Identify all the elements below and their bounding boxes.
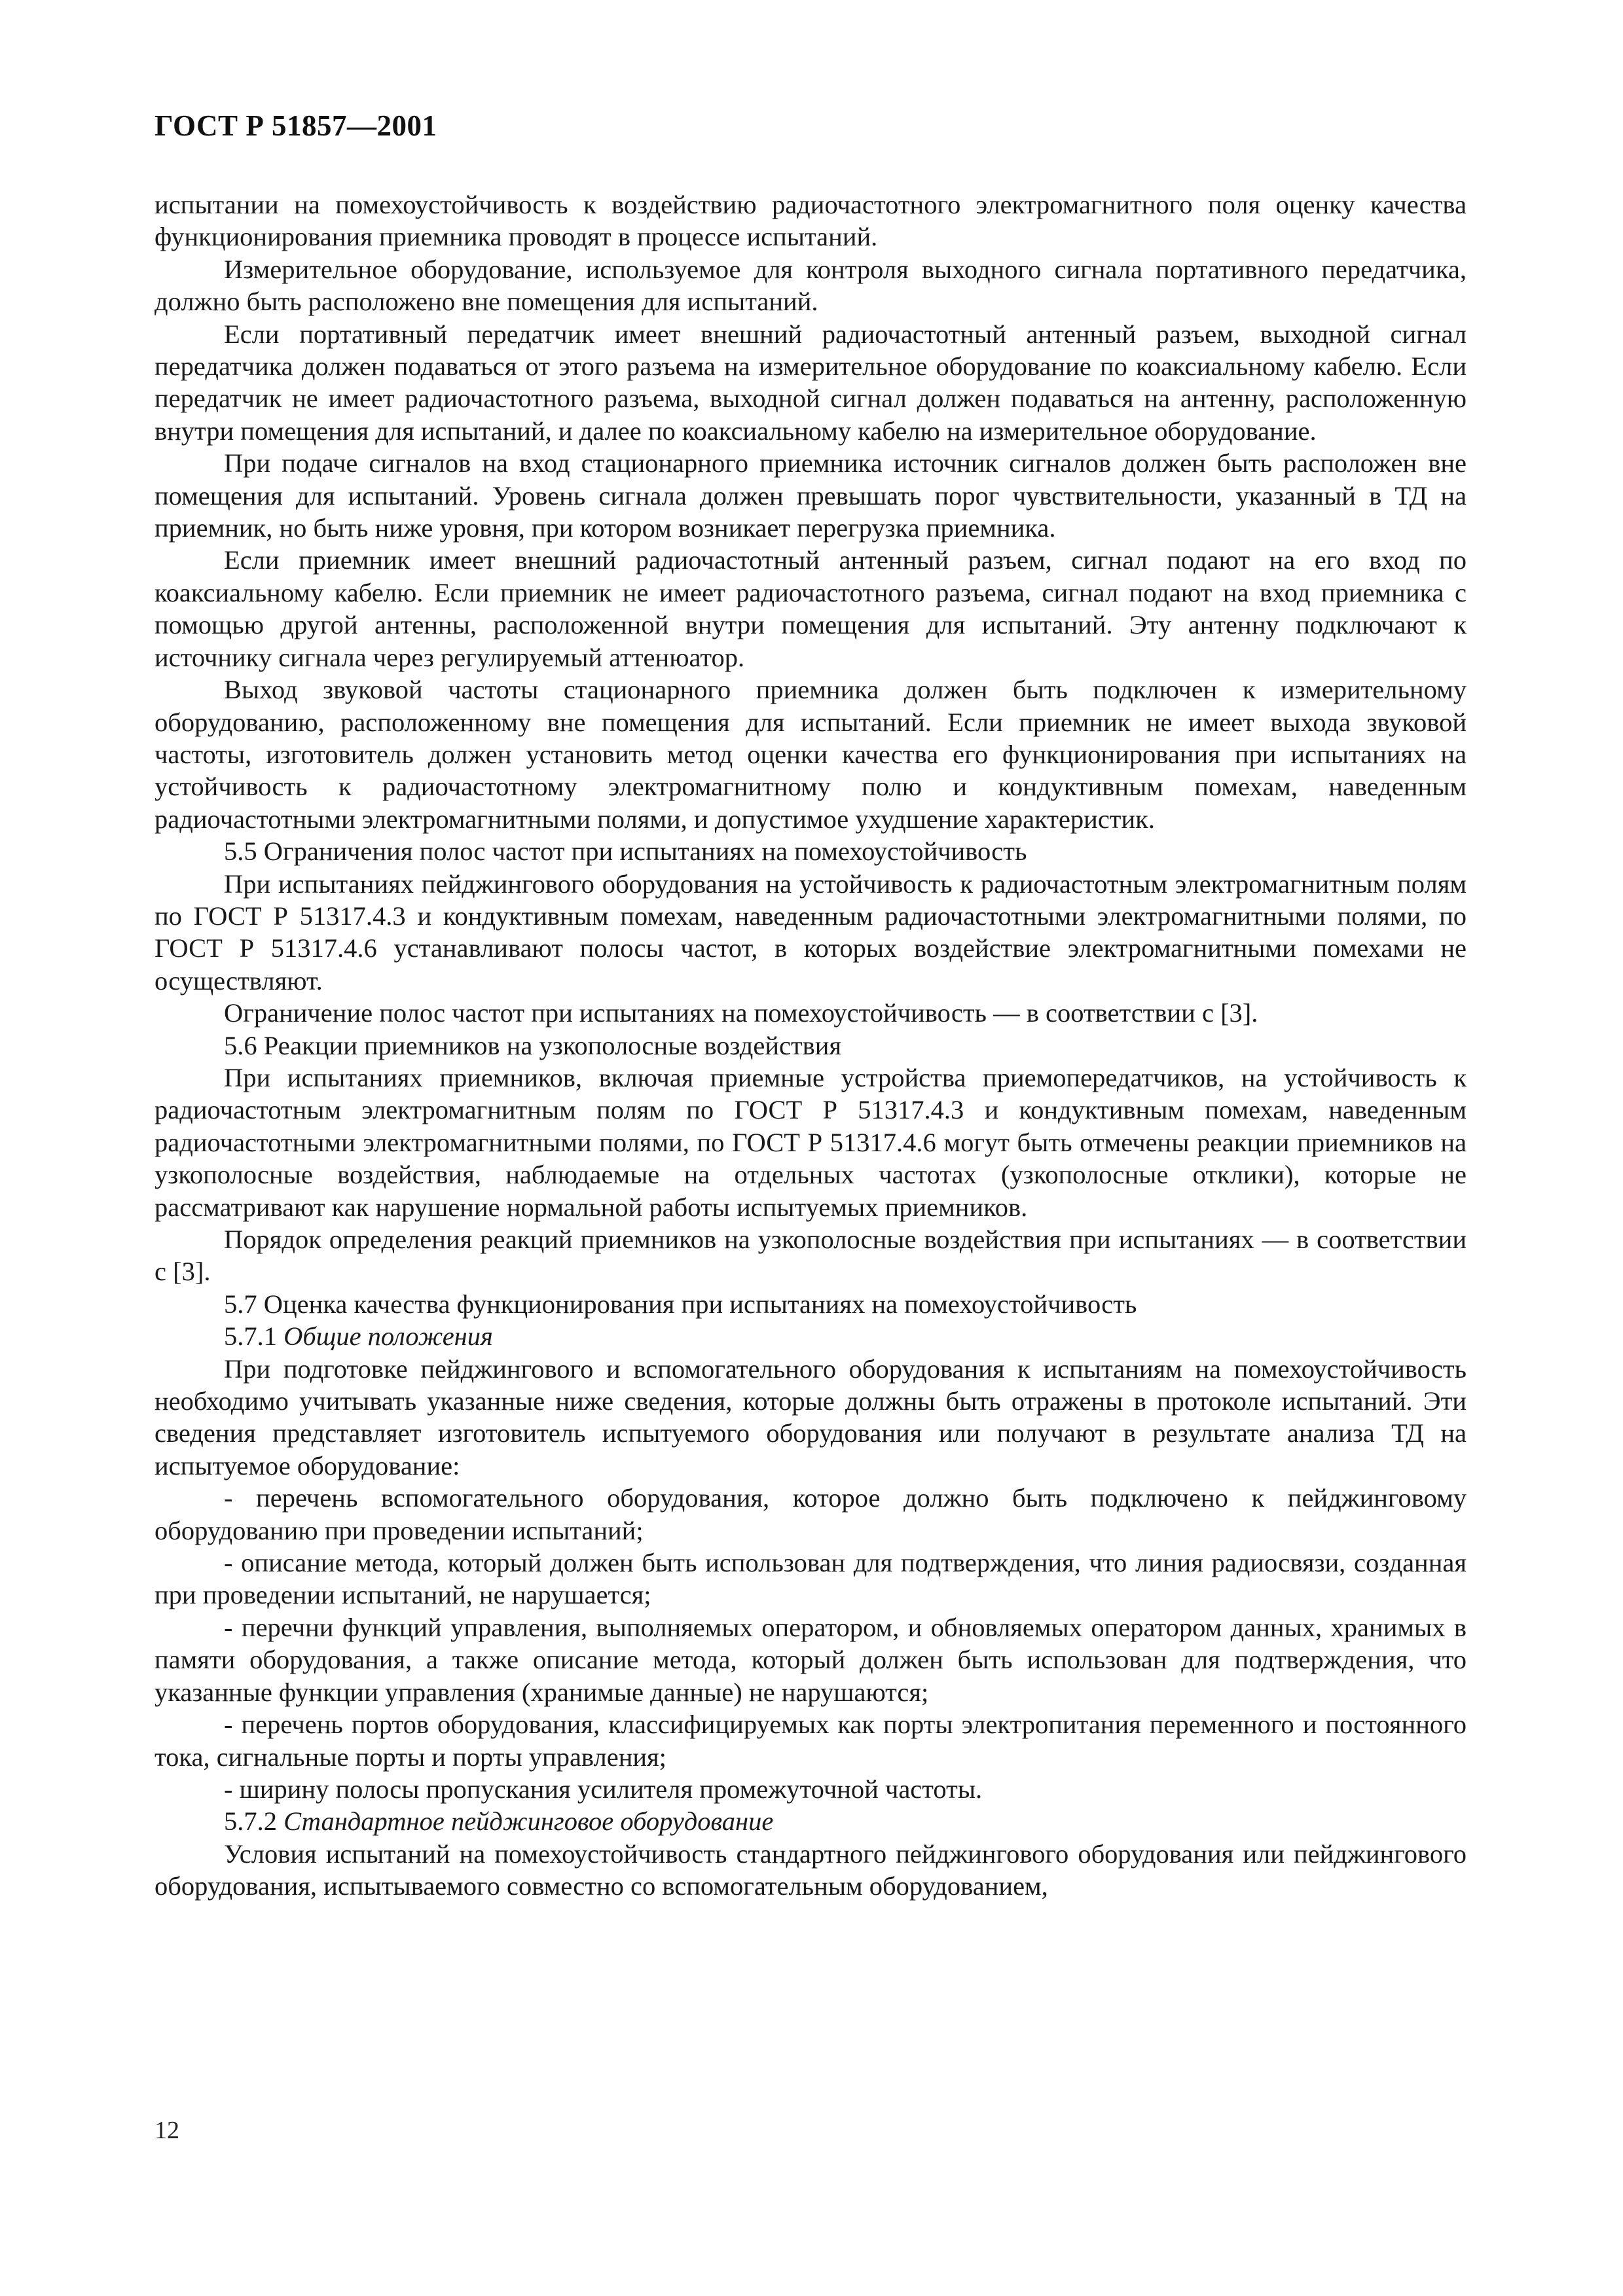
section-heading-5-7: 5.7 Оценка качества функционирования при испытаниях на помехоустойчивость [224, 1289, 1137, 1319]
body-text [155, 188, 1467, 1903]
list-item: - перечень портов оборудования, классифицируемых как порты электропитания переменного и постоянного тока, сигнальные порты и порты управления; [155, 1710, 1467, 1772]
section-number: 5.7.1 [224, 1321, 277, 1352]
list-item: - описание метода, который должен быть использован для подтверждения, что линия радиосвязи, созданная при проведении испытаний, не нарушается; [155, 1548, 1467, 1610]
paragraph: При подготовке пейджингового и вспомогательного оборудования к испытаниям на помехоустойчивость необходимо учитывать указанные ниже сведения, которые должны быть отражены в протоколе испытаний. Эти сведения представляет изготовитель испытуемого оборудования или получают в результате анализа ТД на испытуемое оборудование: [155, 1354, 1467, 1480]
section-title: Общие положения [283, 1321, 493, 1352]
paragraph: Если портативный передатчик имеет внешний радиочастотный антенный разъем, выходной сигнал передатчика должен подаваться от этого разъема на измерительное оборудование по коаксиальному кабелю. Если передатчик не имеет радиочастотного разъема, выходной сигнал должен подаваться на антенну, расположенную внутри помещения для испытаний, и далее по коаксиальному кабелю на измерительное оборудование. [155, 319, 1467, 446]
paragraph: При испытаниях приемников, включая приемные устройства приемопередатчиков, на устойчивость к радиочастотным электромагнитным полям по ГОСТ Р 51317.4.3 и кондуктивным помехам, наведенным радиочастотными электромагнитными полями, по ГОСТ Р 51317.4.6 могут быть отмечены реакции приемников на узкополосные воздействия, наблюдаемые на отдельных частотах (узкополосные отклики), которые не рассматривают как нарушение нормальной работы испытуемых приемников. [155, 1062, 1467, 1222]
paragraph: испытании на помехоустойчивость к воздействию радиочастотного электромагнитного поля оценку качества функционирования приемника проводят в процессе испытаний. [155, 190, 1467, 252]
paragraph: Порядок определения реакций приемников на узкополосные воздействия при испытаниях — в соответствии с [3]. [155, 1225, 1467, 1287]
paragraph: Условия испытаний на помехоустойчивость стандартного пейджингового оборудования или пейджингового оборудования, испытываемого совместно со вспомогательным оборудованием, [155, 1839, 1467, 1901]
section-heading-5-7-1 [155, 1320, 1467, 1352]
paragraph: При подаче сигналов на вход стационарного приемника источник сигналов должен быть расположен вне помещения для испытаний. Уровень сигнала должен превышать порог чувствительности, указанный в ТД на приемник, но быть ниже уровня, при котором возникает перегрузка приемника. [155, 448, 1467, 543]
paragraph: Измерительное оборудование, используемое для контроля выходного сигнала портативного передатчика, должно быть расположено вне помещения для испытаний. [155, 254, 1467, 317]
page-number: 12 [155, 2117, 179, 2144]
list-item: - перечень вспомогательного оборудования, которое должно быть подключено к пейджинговому оборудованию при проведении испытаний; [155, 1483, 1467, 1545]
paragraph: Выход звуковой частоты стационарного приемника должен быть подключен к измерительному оборудованию, расположенному вне помещения для испытаний. Если приемник не имеет выхода звуковой частоты, изготовитель должен установить метод оценки качества его функционирования при испытаниях на устойчивость к радиочастотному электромагнитному полю и кондуктивным помехам, наведенным радиочастотными электромагнитными полями, и допустимое ухудшение характеристик. [155, 675, 1467, 834]
paragraph: Если приемник имеет внешний радиочастотный антенный разъем, сигнал подают на его вход по коаксиальному кабелю. Если приемник не имеет радиочастотного разъема, сигнал подают на вход приемника с помощью другой антенны, расположенной внутри помещения для испытаний. Эту антенну подключают к источнику сигнала через регулируемый аттенюатор. [155, 545, 1467, 672]
document-header: ГОСТ Р 51857—2001 [155, 109, 437, 142]
section-number: 5.7.2 [224, 1806, 277, 1837]
paragraph: При испытаниях пейджингового оборудования на устойчивость к радиочастотным электромагнитным полям по ГОСТ Р 51317.4.3 и кондуктивным помехам, наведенным радиочастотными электромагнитными полями, по ГОСТ Р 51317.4.6 устанавливают полосы частот, в которых воздействие электромагнитными помехами не осуществляют. [155, 869, 1467, 996]
section-heading-5-5: 5.5 Ограничения полос частот при испытаниях на помехоустойчивость [224, 836, 1027, 867]
paragraph: Ограничение полос частот при испытаниях на помехоустойчивость — в соответствии с [3]. [224, 998, 1258, 1028]
section-heading-5-6: 5.6 Реакции приемников на узкополосные воздействия [224, 1030, 842, 1060]
section-title: Стандартное пейджинговое оборудование [283, 1806, 774, 1837]
section-heading-5-7-2 [155, 1805, 1467, 1837]
list-item: - перечни функций управления, выполняемых оператором, и обновляемых оператором данных, хранимых в памяти оборудования, а также описание метода, который должен быть использован для подтверждения, что указанные функции управления (хранимые данные) не нарушаются; [155, 1612, 1467, 1707]
list-item: - ширину полосы пропускания усилителя промежуточной частоты. [224, 1774, 983, 1804]
